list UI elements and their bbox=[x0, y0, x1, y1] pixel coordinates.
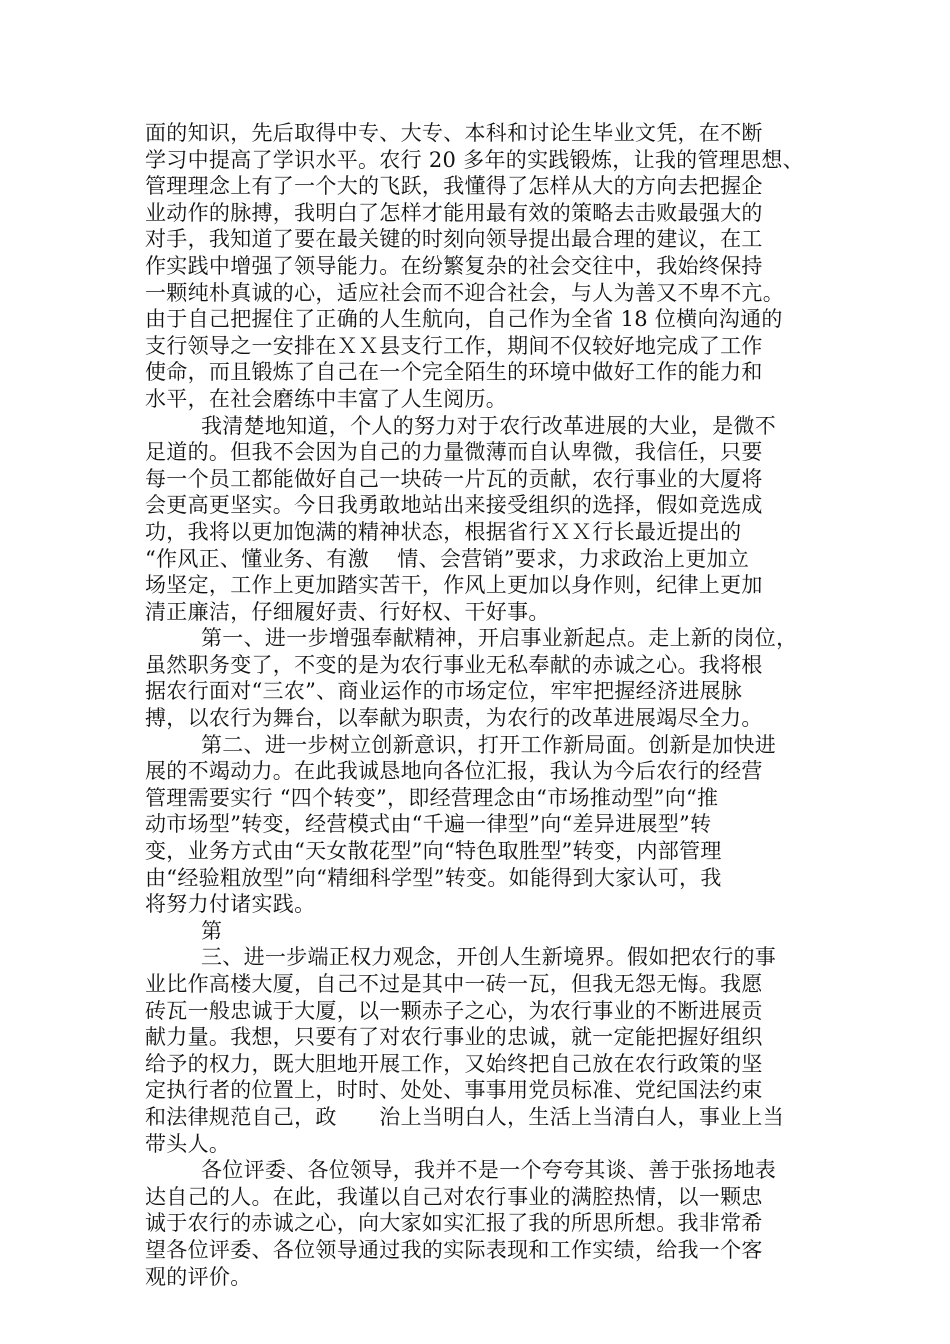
text-line: 给予的权力，既大胆地开展工作，又始终把自己放在农行政策的坚 bbox=[145, 1051, 763, 1076]
text-line: 虽然职务变了，不变的是为农行事业无私奉献的赤诚之心。我将根 bbox=[145, 652, 763, 677]
text-line: “作风正、懂业务、有激 情、会营销”要求，力求政治上更加立 bbox=[145, 546, 750, 571]
text-line: 各位评委、各位领导，我并不是一个夸夸其谈、善于张扬地表 bbox=[201, 1158, 777, 1183]
text-line: 搏，以农行为舞台，以奉献为职责，为农行的改革进展竭尽全力。 bbox=[145, 706, 763, 731]
text-line: 我清楚地知道，个人的努力对于农行改革进展的大业，是微不 bbox=[201, 413, 777, 438]
text-line: 使命，而且锻炼了自己在一个完全陌生的环境中做好工作的能力和 bbox=[145, 360, 763, 385]
text-line: 支行领导之一安排在ＸＸ县支行工作，期间不仅较好地完成了工作 bbox=[145, 333, 763, 358]
text-line: 带头人。 bbox=[145, 1131, 231, 1156]
text-line: 学习中提高了学识水平。农行 20 多年的实践锻炼，让我的管理思想、 bbox=[145, 147, 804, 172]
text-line: 清正廉洁，仔细履好责、行好权、干好事。 bbox=[145, 599, 550, 624]
text-line: 业动作的脉搏，我明白了怎样才能用最有效的策略去击败最强大的 bbox=[145, 200, 763, 225]
text-line: 据农行面对“三农”、商业运作的市场定位，牢牢把握经济进展脉 bbox=[145, 679, 743, 704]
text-line: 场坚定，工作上更加踏实苦干，作风上更加以身作则，纪律上更加 bbox=[145, 573, 763, 598]
text-line: 将努力付诸实践。 bbox=[145, 892, 316, 917]
text-line: 观的评价。 bbox=[145, 1264, 252, 1289]
text-line: 献力量。我想，只要有了对农行事业的忠诚，就一定能把握好组织 bbox=[145, 1025, 763, 1050]
text-line: 每一个员工都能做好自己一块砖一片瓦的贡献，农行事业的大厦将 bbox=[145, 466, 763, 491]
text-line: 面的知识，先后取得中专、大专、本科和讨论生毕业文凭，在不断 bbox=[145, 121, 763, 145]
text-line: 三、进一步端正权力观念，开创人生新境界。假如把农行的事 bbox=[201, 945, 777, 970]
text-line: 诚于农行的赤诚之心，向大家如实汇报了我的所思所想。我非常希 bbox=[145, 1211, 763, 1236]
text-line: 望各位评委、各位领导通过我的实际表现和工作实绩，给我一个客 bbox=[145, 1237, 763, 1262]
text-line: 管理理念上有了一个大的飞跃，我懂得了怎样从大的方向去把握企 bbox=[145, 174, 763, 199]
text-line: 一颗纯朴真诚的心，适应社会而不迎合社会，与人为善又不卑不亢。 bbox=[145, 280, 784, 305]
text-line: 第 bbox=[201, 918, 223, 943]
text-line: 足道的。但我不会因为自己的力量微薄而自认卑微，我信任，只要 bbox=[145, 440, 763, 465]
text-line: 第二、进一步树立创新意识，打开工作新局面。创新是加快进 bbox=[201, 732, 777, 757]
text-line: 功，我将以更加饱满的精神状态，根据省行ＸＸ行长最近提出的 bbox=[145, 519, 742, 544]
text-line: 由“经验粗放型”向“精细科学型”转变。如能得到大家认可，我 bbox=[145, 865, 722, 890]
text-line: 由于自己把握住了正确的人生航向，自己作为全省 18 位横向沟通的 bbox=[145, 307, 783, 332]
text-line: 和法律规范自己，政 治上当明白人，生活上当清白人，事业上当 bbox=[145, 1104, 784, 1129]
text-line: 会更高更坚实。今日我勇敢地站出来接受组织的选择，假如竞选成 bbox=[145, 493, 763, 518]
text-line: 管理需要实行 “四个转变”，即经营理念由“市场推动型”向“推 bbox=[145, 785, 719, 810]
text-line: 作实践中增强了领导能力。在纷繁复杂的社会交往中，我始终保持 bbox=[145, 253, 763, 278]
text-line: 展的不竭动力。在此我诚恳地向各位汇报，我认为今后农行的经营 bbox=[145, 759, 763, 784]
text-line: 水平，在社会磨练中丰富了人生阅历。 bbox=[145, 386, 508, 411]
text-line: 定执行者的位置上，时时、处处、事事用党员标准、党纪国法约束 bbox=[145, 1078, 763, 1103]
document-body bbox=[145, 120, 810, 1290]
text-line: 第一、进一步增强奉献精神，开启事业新起点。走上新的岗位， bbox=[201, 626, 798, 651]
text-line: 达自己的人。在此，我谨以自己对农行事业的满腔热情，以一颗忠 bbox=[145, 1184, 763, 1209]
text-line: 业比作高楼大厦，自己不过是其中一砖一瓦，但我无怨无悔。我愿 bbox=[145, 972, 763, 996]
text-line: 对手，我知道了要在最关键的时刻向领导提出最合理的建议，在工 bbox=[145, 227, 763, 252]
text-line: 变，业务方式由“天女散花型”向“特色取胜型”转变，内部管理 bbox=[145, 839, 722, 864]
text-line: 动市场型”转变，经营模式由“千遍一律型”向“差异进展型”转 bbox=[145, 812, 712, 837]
text-line: 砖瓦一般忠诚于大厦，以一颗赤子之心，为农行事业的不断进展贡 bbox=[145, 998, 763, 1023]
